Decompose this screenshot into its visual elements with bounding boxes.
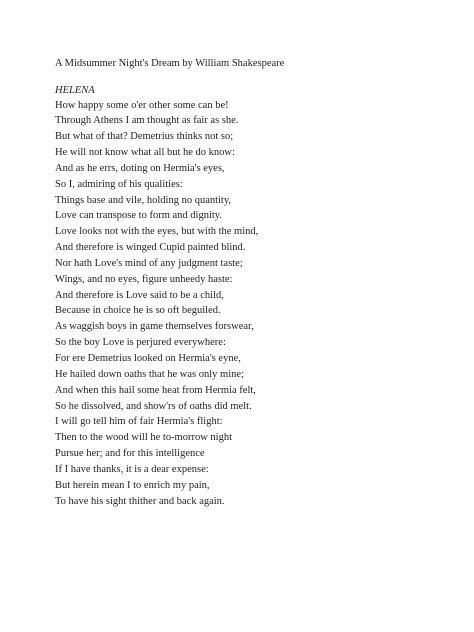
speaker-name: HELENA [55,85,95,96]
verse-line: Nor hath Love's mind of any judgment taste; [55,257,243,269]
verse-line: But what of that? Demetrius thinks not so; [55,131,234,143]
verse-line: Love can transpose to form and dignity. [55,210,222,222]
verse-block [55,98,258,510]
verse-line: And when this hail some heat from Hermia felt, [55,384,256,396]
verse-line: Wings, and no eyes, figure unheedy haste: [55,273,233,285]
verse-line: He will not know what all but he do know: [55,147,235,159]
verse-line: To have his sight thither and back again. [55,495,225,507]
verse-line: Through Athens I am thought as fair as she. [55,115,239,127]
verse-line: And as he errs, doting on Hermia's eyes, [55,162,225,174]
verse-line: Then to the wood will he to-morrow night [55,432,233,444]
verse-line: Love looks not with the eyes, but with the mind, [55,226,259,238]
verse-line: If I have thanks, it is a dear expense: [55,463,209,475]
verse-line: He hailed down oaths that he was only mine; [55,368,244,380]
verse-line: Pursue her; and for this intelligence [55,448,205,460]
verse-line: So the boy Love is perjured everywhere: [55,337,226,349]
document-title: A Midsummer Night's Dream by William Shakespeare [55,58,285,69]
verse-line: As waggish boys in game themselves forswear, [55,321,254,333]
verse-line: I will go tell him of fair Hermia's flight: [55,416,223,428]
verse-line: Things base and vile, holding no quantity, [55,194,232,206]
verse-line: Because in choice he is so oft beguiled. [55,305,221,317]
verse-line: But herein mean I to enrich my pain, [55,479,210,491]
verse-line: And therefore is Love said to be a child, [55,289,224,301]
verse-line: For ere Demetrius looked on Hermia's eyne, [55,353,241,364]
verse-line: How happy some o'er other some can be! [55,99,229,111]
verse-line: So I, admiring of his qualities: [55,178,183,190]
verse-line: So he dissolved, and show'rs of oaths did melt. [55,400,252,412]
verse-line: And therefore is winged Cupid painted blind. [55,242,246,254]
